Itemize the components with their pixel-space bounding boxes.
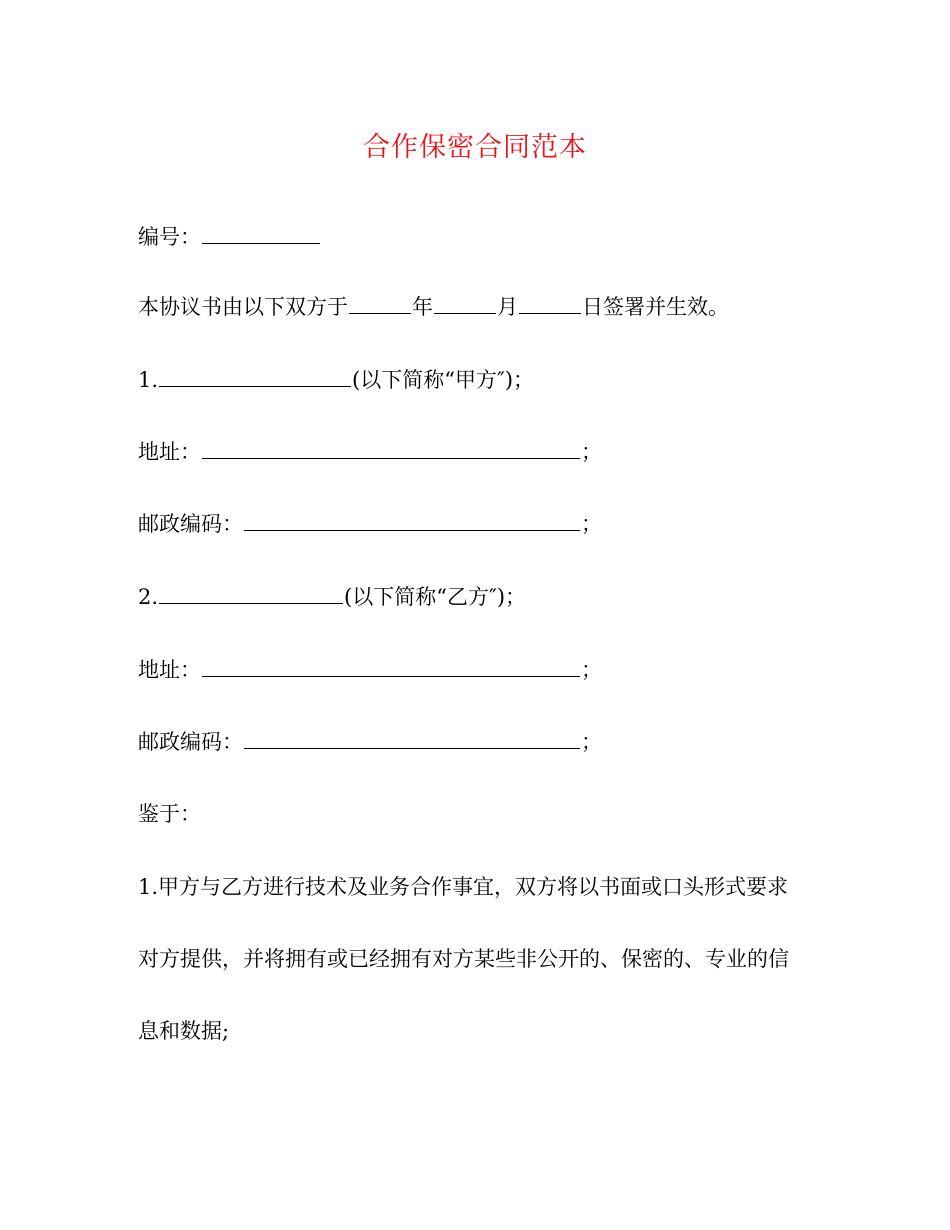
party-a-postal-line [138, 509, 602, 539]
day-blank [519, 293, 581, 314]
whereas-heading: 鉴于： [138, 802, 201, 826]
number-blank [202, 223, 320, 244]
address-label: 地址： [138, 658, 201, 682]
party-b-postal-blank [244, 728, 580, 749]
signing-date-line [138, 292, 729, 322]
address-label: 地址： [138, 440, 201, 464]
semicolon: ； [581, 730, 602, 754]
month-blank [434, 293, 496, 314]
postal-label: 邮政编码： [138, 730, 243, 754]
party-b-postal-line [138, 727, 602, 757]
party-b-number: 2. [138, 585, 159, 609]
day-label: 日签署并生效。 [582, 295, 729, 319]
year-label: 年 [412, 295, 433, 319]
semicolon: ； [581, 512, 602, 536]
party-b-address-blank [202, 656, 580, 677]
party-a-address-line [138, 437, 602, 467]
party-b-suffix: (以下简称“乙方″)； [344, 585, 527, 609]
clause-1-line-1: 1.甲方与乙方进行技术及业务合作事宜，双方将以书面或口头形式要求 [138, 875, 789, 899]
contract-number-line [138, 222, 321, 252]
party-b-blank [159, 583, 343, 604]
clause-1-line-2: 对方提供，并将拥有或已经拥有对方某些非公开的、保密的、专业的信 [138, 947, 789, 971]
semicolon: ； [581, 440, 602, 464]
sign-prefix: 本协议书由以下双方于 [138, 295, 348, 319]
party-a-postal-blank [244, 510, 580, 531]
clause-1-line-3: 息和数据; [138, 1019, 230, 1043]
number-label: 编号： [138, 225, 201, 249]
semicolon: ； [581, 658, 602, 682]
party-b-line [138, 582, 526, 612]
party-a-line [138, 365, 534, 395]
party-a-suffix: (以下简称“甲方″)； [352, 368, 535, 392]
document-title: 合作保密合同范本 [363, 132, 587, 163]
postal-label: 邮政编码： [138, 512, 243, 536]
party-a-blank [159, 366, 351, 387]
month-label: 月 [497, 295, 518, 319]
party-a-number: 1. [138, 368, 159, 392]
party-a-address-blank [202, 438, 580, 459]
year-blank [349, 293, 411, 314]
party-b-address-line [138, 655, 602, 685]
